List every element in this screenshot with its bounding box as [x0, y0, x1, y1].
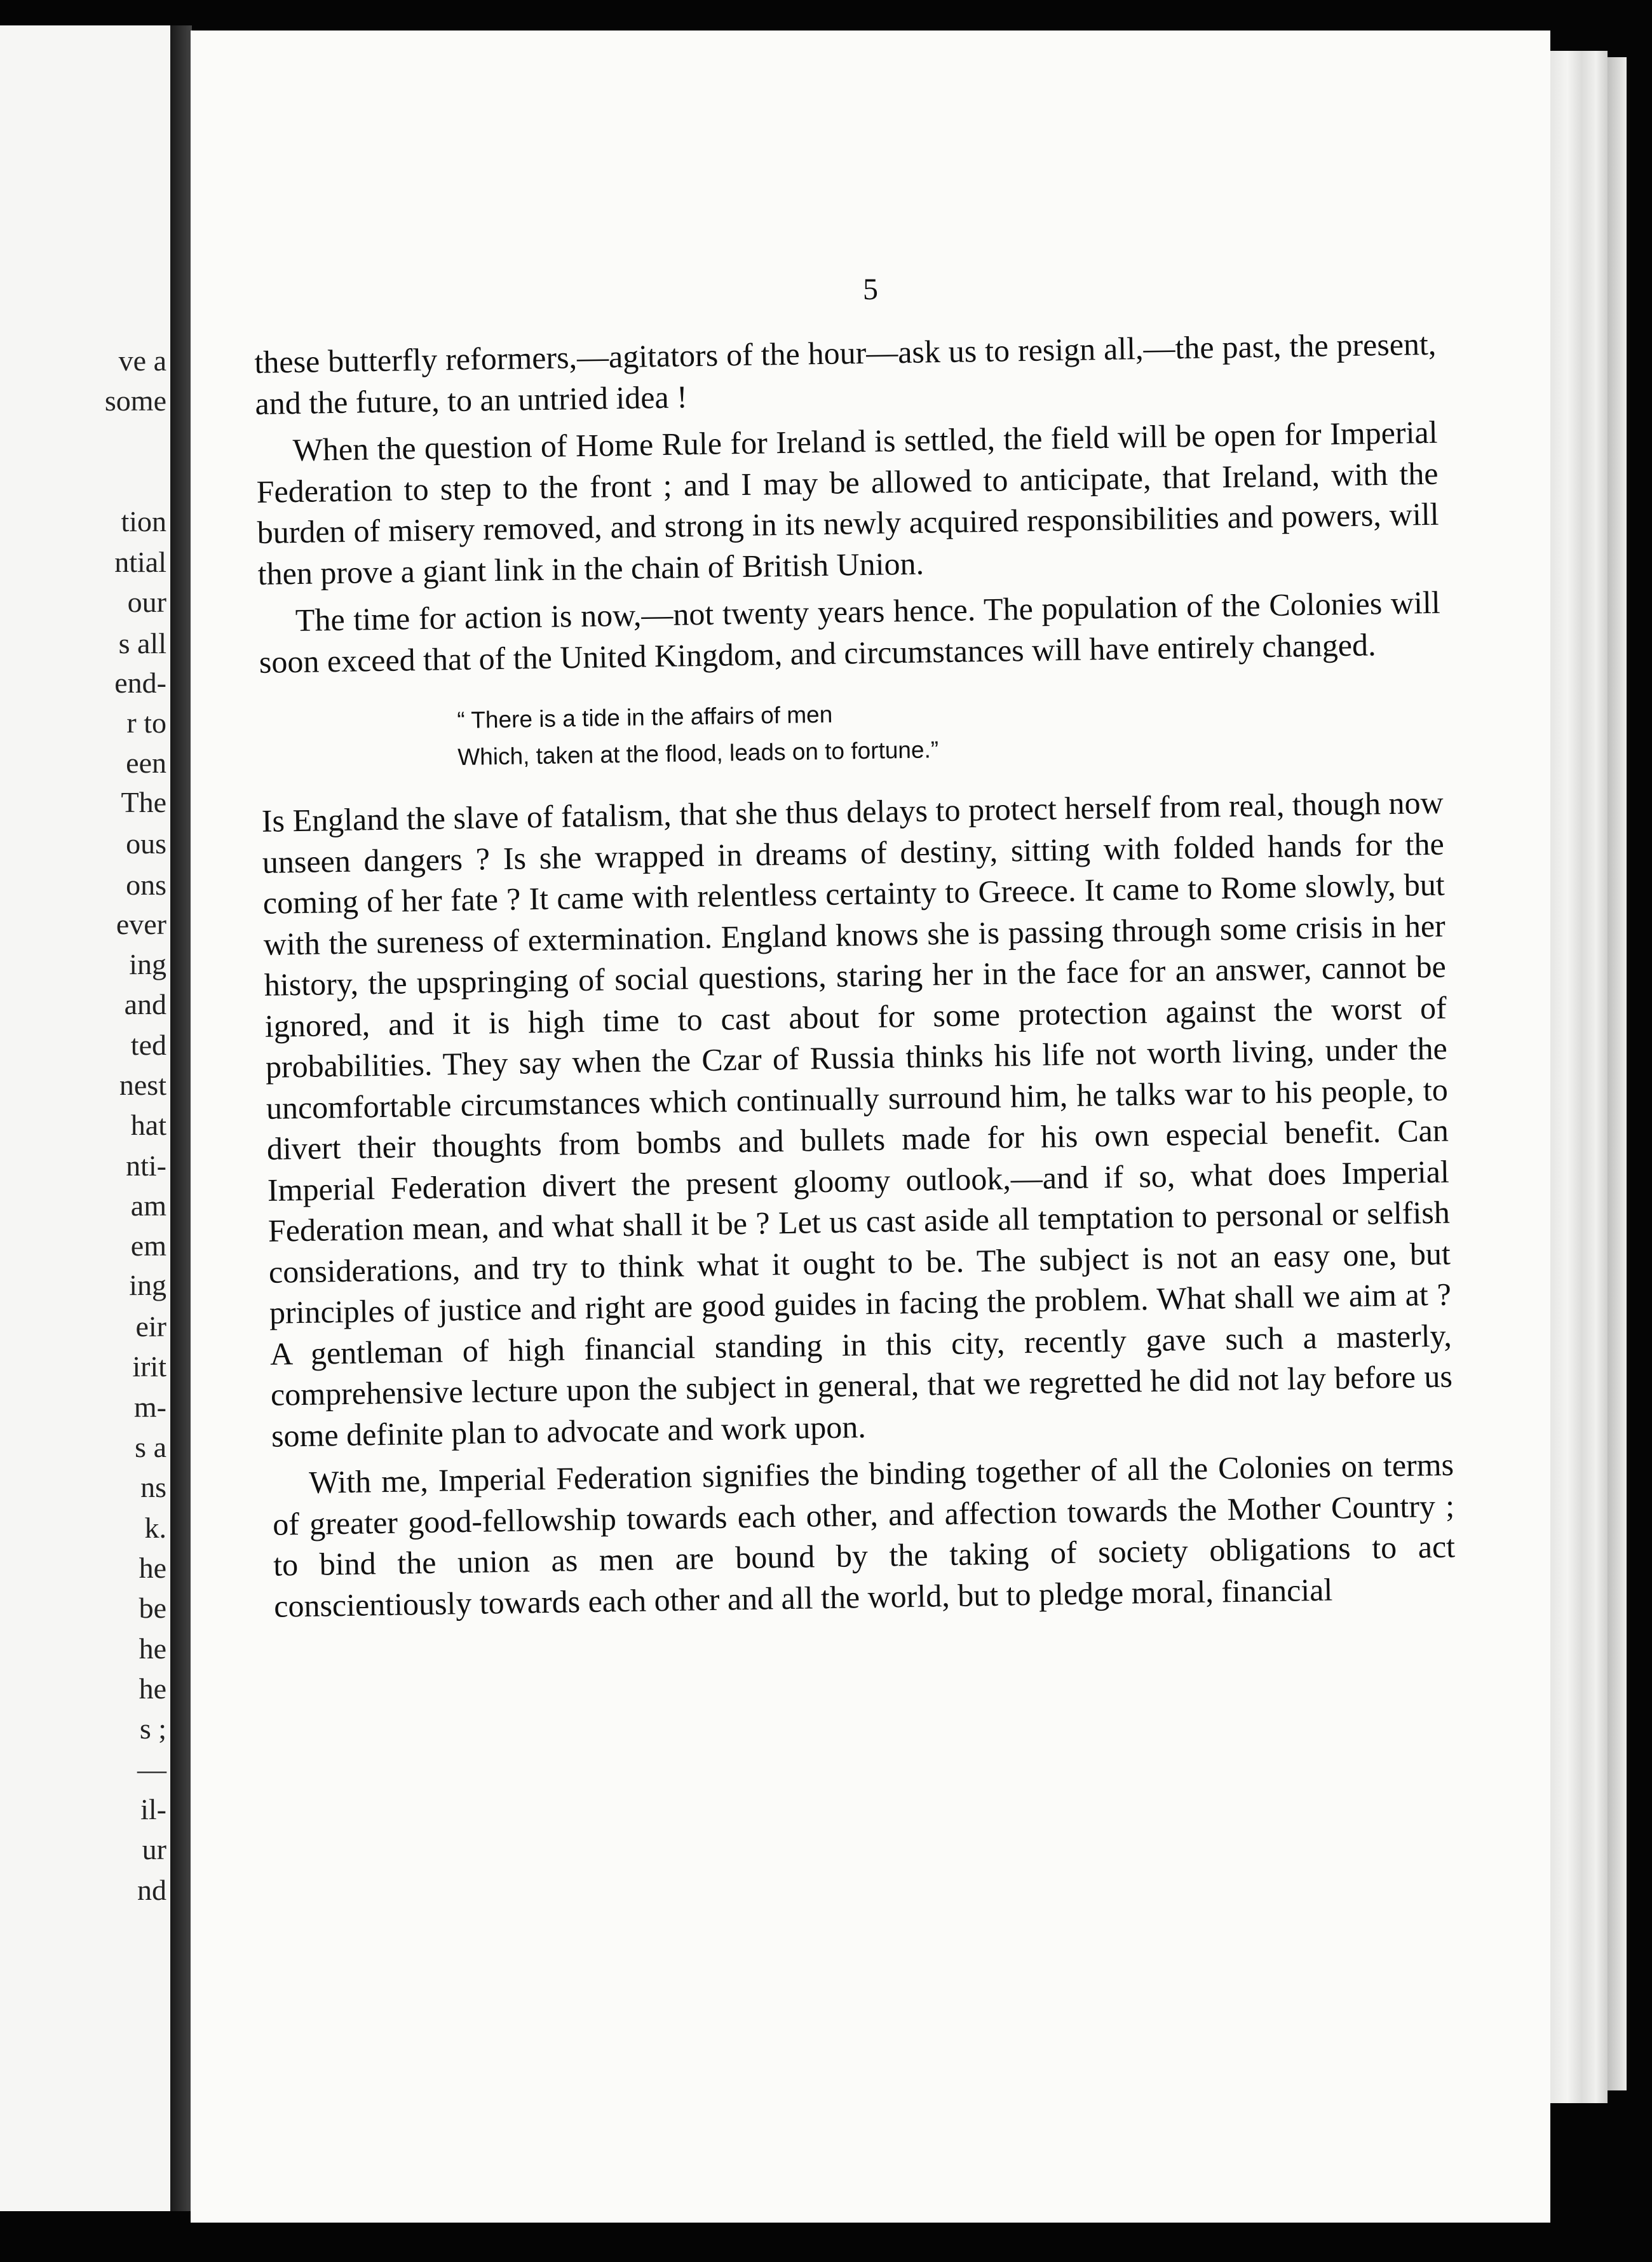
facing-page-fragment: nd	[137, 1874, 166, 1906]
facing-page-fragment: ted	[130, 1029, 166, 1061]
facing-page-fragment: ever	[116, 908, 166, 940]
facing-page-fragment: ing	[129, 1269, 166, 1301]
page-edge-stack-outer	[1608, 57, 1627, 2090]
facing-page-fragment: r to	[126, 707, 166, 739]
facing-page-fragment: een	[126, 747, 166, 779]
facing-page-fragment: The	[121, 786, 166, 818]
paragraph: The time for action is now,—not twenty years hence. The population of the Colonies will soon exceed that of the United Kingdom, and circumstances will have entirely changed.	[259, 584, 1441, 680]
paragraph: When the question of Home Rule for Ireland is settled, the field will be open for Imperial Federation to step to the front ; and I may be allowed to anticipate, that Ireland, with the burden of misery removed, and strong in its newly acquired responsibilities and powers, will then prove a giant link in the chain of British Union.	[256, 414, 1439, 592]
facing-page-fragment: —	[137, 1753, 166, 1785]
facing-page-fragment: ns	[140, 1471, 166, 1503]
quote-line: “ There is a tide in the affairs of men	[457, 701, 833, 734]
facing-page-fragment: il-	[140, 1793, 166, 1825]
facing-page-fragment: end-	[114, 667, 166, 699]
facing-page-fragment: hat	[130, 1109, 166, 1141]
facing-page-fragment: s all	[118, 627, 166, 660]
facing-page-fragment: s ;	[139, 1712, 166, 1745]
paragraph: Is England the slave of fatalism, that she thus delays to protect herself from real, though now unseen dangers ? Is she wrapped in dreams of destiny, sitting with folded hands for the coming of her fate ? It came with relentless certainty to Greece. It came to Rome slowly, but with the sureness of extermination. England knows she is passing through some crisis in her history, the upspringing of social questions, staring her in the face for an answer, cannot be ignored, and it is high time to cast about for some protection against the worst of probabilities. They say when the Czar of Russia thinks his life not worth living, under the uncomfortable circumstances which continually surround him, he talks war to his people, to divert their thoughts from bombs and bullets made for his own especial benefit. Can Imperial Federation divert the present gloomy outlook,—and if so, what does Imperial Federation mean, and what shall it be ? Let us cast aside all temptation to personal or selfish considerations, and try to think what it ought to be. The subject is not an easy one, but principles of justice and right are good guides in facing the problem. What shall we aim at ? A gentleman of high financial standing in this city, recently gave such a masterly, comprehensive lecture upon the subject in general, that we regretted he did not lay before us some definite plan to advocate and work upon.	[261, 784, 1453, 1454]
facing-page-fragment: ntial	[114, 546, 166, 578]
facing-page-fragment: am	[130, 1189, 166, 1222]
facing-page-fragment: ons	[126, 869, 166, 901]
facing-page-fragment: em	[130, 1229, 166, 1262]
facing-page-fragment: he	[139, 1552, 166, 1584]
facing-page-fragment: and	[124, 988, 166, 1020]
book-gutter	[170, 25, 192, 2211]
paragraph: these butterfly reformers,—agitators of the hour—ask us to resign all,—the past, the present, and the future, to an untried idea !	[254, 325, 1437, 421]
document-page	[191, 30, 1550, 2223]
facing-page-fragment: tion	[121, 505, 166, 538]
facing-page-fragment: ur	[142, 1833, 166, 1866]
facing-page-left	[0, 25, 172, 2211]
quote-line: Which, taken at the flood, leads on to fortune.”	[457, 736, 939, 771]
facing-page-fragment: s a	[135, 1431, 166, 1463]
facing-page-fragment: ve a	[118, 344, 166, 377]
block-quote	[260, 687, 1443, 779]
page-number: 5	[863, 273, 878, 306]
facing-page-fragment: ing	[129, 948, 166, 980]
facing-page-fragment: he	[139, 1632, 166, 1665]
facing-page-fragment: be	[139, 1592, 166, 1624]
facing-page-fragment: eir	[135, 1310, 166, 1343]
facing-page-fragment: k.	[144, 1512, 166, 1544]
body-text	[254, 323, 1456, 1627]
facing-page-fragment: ous	[126, 827, 166, 860]
facing-page-fragment: irit	[132, 1350, 166, 1383]
facing-page-fragment: our	[127, 586, 166, 618]
facing-page-fragment: nest	[119, 1069, 166, 1101]
paragraph: With me, Imperial Federation signifies the binding together of all the Colonies on terms of greater good-fellowship towards each other, and affection towards the Mother Country ; to bind the union as men are bound by the taking of society obligations to act conscientiously towards each other and all the world, but to pledge moral, financial	[272, 1446, 1456, 1624]
facing-page-fragment: nti-	[126, 1149, 166, 1182]
facing-page-fragment: m-	[133, 1391, 166, 1423]
facing-page-fragment: some	[104, 384, 166, 417]
facing-page-fragment: he	[139, 1672, 166, 1705]
page-edge-stack	[1550, 51, 1608, 2103]
